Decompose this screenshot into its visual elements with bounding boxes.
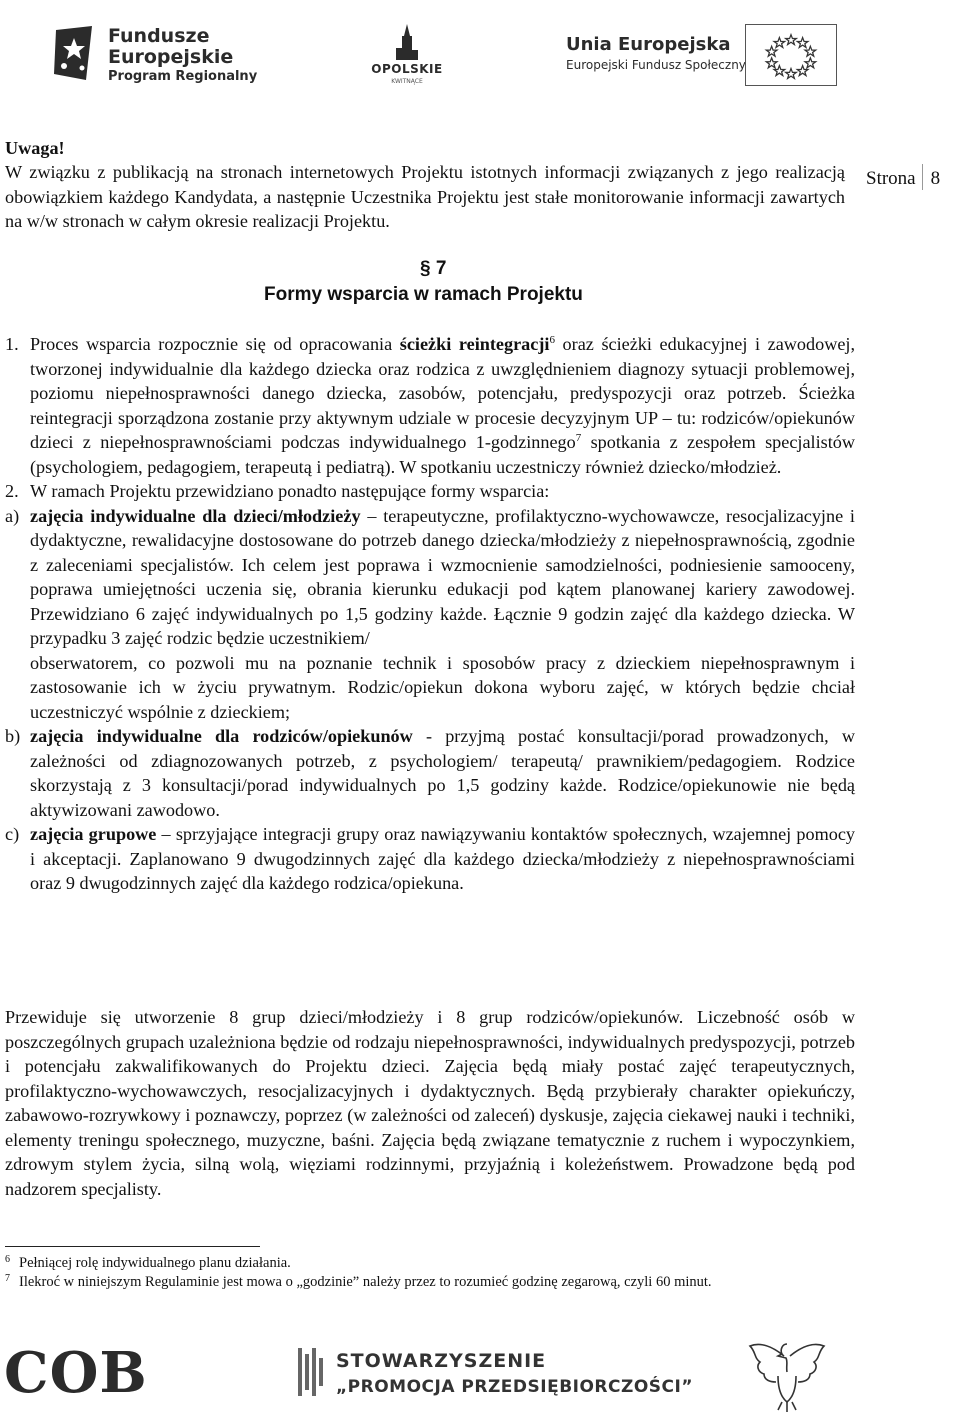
paragraph-1 — [5, 332, 855, 479]
ue-subtitle: Europejski Fundusz Społeczny — [566, 58, 746, 72]
list-item-c-bold: zajęcia grupowe — [30, 824, 157, 844]
section-number: § 7 — [420, 258, 447, 279]
notice-body: W związku z publikacją na stronach internetowych Projektu istotnych informacji związanych z jego realizacją obowiązkiem każdego Kandydata, a następnie Uczestnika Projektu jest stałe monitorowanie informacji zawartych na w/w stronach w całym okresie realizacji Projektu. — [5, 162, 845, 231]
paragraph-1-mid: oraz ścieżki edukacyjnej i zawodowej, tworzonej indywidualnie dla każdego dziecka oraz rodzica z uwzględnieniem diagnozy sytuacji problemowej, poziomu niepełnosprawności danego dziecka, zasobów, potencjału, predyspozycji oraz potrzeb. Ścieżka reintegracji sporządzona zostanie przy aktywnym udziale w procesie decyzyjnym UP – tu: rodziców/opiekunów dzieci z niepełnosprawnościami podczas indywidualnego 1-godzinnego — [30, 334, 856, 452]
paragraph-1-pre: Proces wsparcia rozpocznie się od opracowania — [30, 334, 400, 354]
closing-paragraph: Przewiduje się utworzenie 8 grup dzieci/młodzieży i 8 grup rodziców/opiekunów. Liczebność osób w poszczególnych grupach uzależniona będzie od rodzaju niepełnosprawności, indywidualnych predyspozycji, potrzeb i potencjału zakwalifikowanych do Projektu dzieci. Zajęcia będą miały postać zajęć terapeutycznych, profilaktyczno-wychowawczych, resocjalizacyjnych i dydaktycznych. Będą przybierały charakter opiekuńczy, zabawowo-rozrywkowy i poznawczy, poprzez (w zależności od zaleceń) dyskusje, zajęcia ciekawej nauki i techniki, elementy treningu społecznego, muzyczne, baśni. Zajęcia będą związane tematycznie z ruchem i wypoczynkiem, zdrowym stylem życia, silną wolą, więziami rodzinnymi, przyjaźnią i koleżeństwem. Prowadzone będą pod nadzorem specjalisty. — [5, 1007, 855, 1199]
fe-logo-text — [108, 26, 257, 86]
opolskie-sub: KWITNĄCE — [391, 78, 423, 85]
fe-line1: Fundusze — [108, 25, 210, 47]
list-item-b-bold: zajęcia indywidualne dla rodziców/opiekunów — [30, 726, 413, 746]
list-item-b-label: b) — [5, 726, 21, 746]
unia-europejska-logo — [566, 34, 746, 84]
list-item-a-text-cont: obserwatorem, co pozwoli mu na poznanie technik i sposobów pracy z dzieckiem niepełnosprawnym i zastosowanie ich w życiu prywatnym. Rodzic/opiekun dokona wyboru zajęć, w których będzie chciał uczestniczyć wspólnie z dzieckiem; — [30, 652, 855, 722]
list-item-b — [5, 724, 855, 822]
footnote-7-text: Ilekroć w niniejszym Regulaminie jest mowa o „godzinie” należy przez to rozumieć godzinę zegarową, czyli 60 minut. — [19, 1274, 712, 1290]
footnote-7 — [5, 1273, 855, 1292]
cob-logo: COB — [4, 1340, 148, 1406]
fe-line3: Program Regionalny — [108, 69, 258, 84]
paragraph-2-intro: W ramach Projektu przewidziano ponadto następujące formy wsparcia: — [30, 481, 550, 501]
footnote-6 — [5, 1254, 855, 1273]
list-item-c-label: c) — [5, 824, 20, 844]
footnote-6-text: Pełniącej rolę indywidualnego planu działania. — [19, 1255, 291, 1271]
notice-title: Uwaga! — [5, 138, 65, 158]
main-content — [5, 332, 855, 896]
list-item-c-text: – sprzyjające integracji grupy oraz nawiązywaniu kontaktów społecznych, wzajemnej pomocy i akceptacji. Zaplanowano 9 dwugodzinnych zajęć dla każdego dziecka/młodzieży z niepełnosprawnościami oraz 9 dwugodzinnych zajęć dla każdego rodzica/opiekuna. — [30, 824, 855, 893]
stowarzyszenie-line1: STOWARZYSZENIE — [336, 1350, 547, 1372]
header-logos — [0, 0, 960, 118]
list-item-c — [5, 822, 855, 896]
list-item-b-text: - przyjmą postać konsultacji/porad prowadzonych, w zależności od zdiagnozowanych potrzeb, z psychologiem/ terapeutą/ prawnikiem/pedagogiem. Rodzice skorzystają z 3 konsultacji/porad indywidualnych po 1,5 godziny każde. Rodzice/opiekunowie nie będą aktywizowani zawodowo. — [30, 726, 855, 820]
list-item-a — [5, 504, 855, 725]
list-item-a-label: a) — [5, 505, 20, 526]
paragraph-1-post: spotkania z zespołem specjalistów (psychologiem, pedagogiem, terapeutą i pediatrą). W spotkaniu uczestniczy również dziecko/młodzież. — [30, 432, 855, 477]
paragraph-2-number: 2. — [5, 481, 19, 501]
page-number-label — [866, 164, 940, 190]
ue-title: Unia Europejska — [566, 34, 731, 55]
paragraph-2 — [5, 479, 855, 504]
footnote-ref-6: 6 — [549, 333, 555, 346]
page-number: 8 — [930, 168, 941, 189]
eagle-emblem-icon — [742, 1332, 832, 1414]
fe-line2: Europejskie — [108, 46, 234, 68]
list-item-a-bold: zajęcia indywidualne dla dzieci/młodzieży — [30, 505, 361, 526]
section-title: Formy wsparcia w ramach Projektu — [264, 284, 583, 305]
footer-logos — [0, 1330, 960, 1417]
paragraph-1-bold: ścieżki reintegracji — [399, 334, 550, 354]
footnote-6-number: 6 — [5, 1254, 10, 1265]
list-item-a-text: – terapeutyczne, profilaktyczno-wychowawcze, resocjalizacyjne i dydaktyczne, rewalidacyjne dostosowane do potrzeb danego dziecka/młodzieży z niepełnosprawnością, zgodnie z zaleceniami specjalistów. Ich celem jest poprawa i wzmocnienie samodzielności, podniesienie samooceny, poprawa umiejętności uczenia się, obrania kierunku edukacji pod kątem planowanej kariery zawodowej. Przewidziano 6 zajęć indywidualnych po 1,5 godziny każde. Łącznie 9 godzin zajęć dla każdego dziecka. W przypadku 3 zajęć rodzic będzie uczestnikiem/ — [30, 505, 855, 648]
opolskie-logo — [352, 22, 462, 96]
fundusze-europejskie-logo — [52, 24, 282, 88]
footnote-7-number: 7 — [5, 1273, 10, 1284]
footnote-ref-7: 7 — [575, 431, 582, 444]
paragraph-1-number: 1. — [5, 334, 19, 354]
page-label-divider — [922, 164, 923, 190]
stowarzyszenie-line2: „PROMOCJA PRZEDSIĘBIORCZOŚCI” — [336, 1377, 693, 1397]
page-label-text: Strona — [866, 168, 916, 189]
stowarzyszenie-logo — [336, 1348, 693, 1400]
fe-star-icon — [52, 24, 98, 82]
stowarzyszenie-mark-icon — [296, 1344, 326, 1400]
opolskie-tower-icon — [352, 22, 462, 62]
footnotes — [5, 1254, 855, 1292]
opolskie-name: OPOLSKIE — [371, 62, 443, 76]
footnote-divider — [5, 1246, 260, 1247]
eu-flag-icon — [745, 24, 837, 86]
